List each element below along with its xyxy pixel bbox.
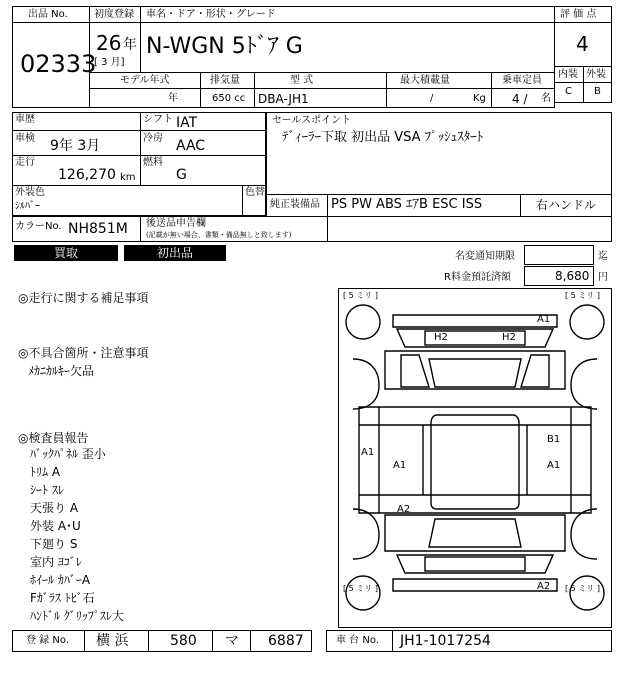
inspector-item: Fｶﾞﾗｽ ﾄﾋﾞ石 (30, 591, 95, 605)
inspector-item: 下廻り S (30, 537, 78, 551)
equipment: PS PW ABS ｴｱB ESC ISS (331, 197, 483, 212)
shift: IAT (176, 115, 198, 131)
displacement: 650 cc (212, 93, 246, 104)
shift-label: シフト (143, 114, 173, 125)
ac: AAC (176, 138, 206, 154)
interior-score: C (565, 86, 572, 97)
inspection-label: 車検 (15, 133, 35, 144)
car-diagram (338, 288, 612, 628)
mileage: 126,270 (58, 167, 116, 183)
displacement-label: 排気量 (210, 75, 240, 86)
inspection: 9年 3月 (50, 138, 101, 154)
sales-point: ﾃﾞｨｰﾗｰ下取 初出品 VSA ﾌﾟｯｼｭｽﾀｰﾄ (282, 130, 484, 145)
exterior-label: 外装 (586, 69, 606, 80)
first-reg-year-unit: 年 (123, 37, 137, 53)
recycle-unit: 円 (598, 272, 608, 283)
score-label: 評 価 点 (560, 9, 597, 20)
driving-notes-title: ◎走行に関する補足事項 (18, 291, 149, 305)
name-change-unit: 迄 (598, 251, 608, 262)
damage-mark-left-door: A1 (393, 460, 407, 471)
damage-mark-right-b1: B1 (547, 434, 561, 445)
type-label: 型 式 (290, 75, 314, 86)
tire-depth-fr: [ 5 ミリ ] (565, 291, 600, 300)
defects-title: ◎不具合箇所・注意事項 (18, 346, 149, 360)
ac-label: 冷房 (143, 133, 163, 144)
details-box (12, 112, 266, 216)
capacity-unit: 名 (541, 93, 551, 104)
chassis-label: 車 台 No. (336, 635, 379, 646)
reg-number: 6887 (268, 633, 304, 649)
name-change-box (524, 245, 594, 265)
inspector-item: ﾎｲｰﾙ ｶﾊﾞｰA (30, 573, 91, 587)
car-name-label: 車名・ドア・形状・グレード (146, 9, 276, 20)
lot-no-label: 出品 No. (28, 9, 68, 20)
damage-mark-h2-right: H2 (502, 332, 516, 343)
max-load-slash: / (430, 93, 434, 104)
first-reg-month: [ 3 月] (94, 57, 125, 68)
model-type: DBA-JH1 (258, 92, 309, 106)
damage-mark-rear-left: A2 (397, 504, 411, 515)
score: 4 (576, 32, 589, 56)
exterior-color-label: 外装色 (15, 187, 45, 198)
inspector-item: ﾊﾞｯｸﾊﾟﾈﾙ 歪小 (30, 447, 106, 461)
inspector-item: 外装 A･U (30, 519, 81, 533)
chassis-no: JH1-1017254 (400, 633, 491, 649)
first-listing-button[interactable]: 初出品 (124, 245, 226, 261)
exterior-color: ｼﾙﾊﾞｰ (15, 201, 40, 212)
color-no-label: カラーNo. (15, 221, 62, 232)
first-reg-year: 26 (96, 31, 122, 55)
inspector-title: ◎検査員報告 (18, 431, 89, 445)
defects-text: ﾒｶﾆｶﾙｷｰ欠品 (28, 364, 95, 378)
equipment-label: 純正装備品 (270, 199, 320, 210)
steering: 右ハンドル (536, 198, 597, 212)
reg-area: 横 浜 (96, 633, 129, 649)
inspector-item: 室内 ﾖｺﾞﾚ (30, 555, 82, 569)
damage-mark-left-side: A1 (361, 447, 375, 458)
fuel-label: 燃料 (143, 157, 163, 168)
tire-depth-rl: [ 5 ミリ ] (343, 584, 378, 593)
lot-no: 02333 (20, 50, 97, 78)
reg-kana: マ (225, 633, 239, 649)
damage-mark-rear-bumper: A2 (537, 581, 551, 592)
damage-mark-right-door: A1 (547, 460, 561, 471)
model-year-label: モデル年式 (120, 75, 170, 86)
car-name: N-WGN 5ﾄﾞｱ G (146, 34, 303, 59)
recycle-label: R料金預託済額 (444, 272, 511, 283)
mileage-label: 走行 (15, 157, 35, 168)
post-docs-label: 後送品申告欄 (146, 218, 206, 229)
recycle-value: 8,680 (555, 269, 590, 283)
capacity: 4 / (512, 92, 528, 106)
tire-depth-rr: [ 5 ミリ ] (565, 584, 600, 593)
damage-mark-front-bumper: A1 (537, 314, 551, 325)
max-load-unit: Kg (473, 93, 486, 104)
model-year-unit: 年 (168, 93, 178, 104)
capacity-label: 乗車定員 (502, 75, 542, 86)
name-change-label: 名変通知期限 (455, 251, 515, 262)
buy-button[interactable]: 買取 (14, 245, 118, 261)
reg-no-label: 登 録 No. (26, 635, 69, 646)
inspector-item: 天張り A (30, 501, 79, 515)
inspector-item: ｼｰﾄ ｽﾚ (30, 483, 64, 497)
first-reg-label: 初度登録 (94, 9, 134, 20)
reg-class: 580 (170, 633, 197, 649)
color-change-label: 色替 (245, 187, 265, 198)
inspector-item: ﾄﾘﾑ A (30, 465, 61, 479)
tire-depth-fl: [ 5 ミリ ] (343, 291, 378, 300)
car-outline (339, 289, 611, 627)
damage-mark-h2-left: H2 (434, 332, 448, 343)
mileage-unit: km (120, 172, 136, 183)
max-load-label: 最大積載量 (400, 75, 450, 86)
exterior-score: B (594, 86, 601, 97)
sales-point-label: セールスポイント (272, 115, 352, 126)
history-label: 車歴 (15, 114, 35, 125)
fuel: G (176, 167, 187, 183)
post-docs-note: (記載が無い場合、書類・備品無しと致します) (146, 231, 292, 239)
color-no: NH851M (68, 221, 128, 237)
inspector-item: ﾊﾝﾄﾞﾙ ｸﾞﾘｯﾌﾟｽﾚ大 (30, 609, 124, 623)
interior-label: 内装 (558, 69, 578, 80)
